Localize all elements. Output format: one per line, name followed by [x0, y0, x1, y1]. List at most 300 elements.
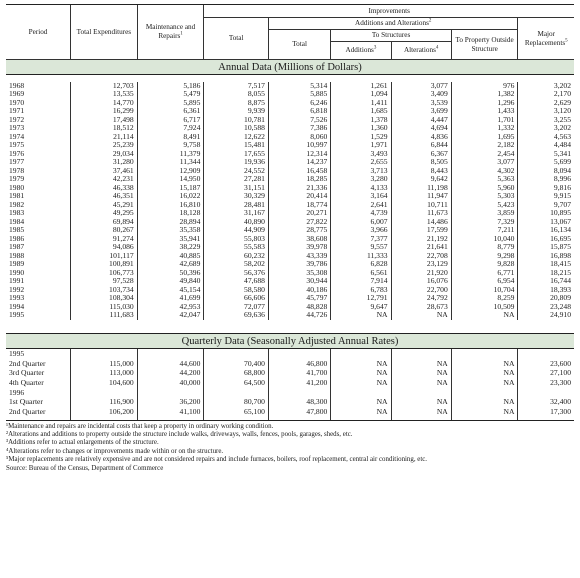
value-cell: NA [331, 397, 391, 407]
value-cell: 9,915 [518, 192, 574, 201]
header-aa-total: Total [268, 30, 330, 60]
value-cell: 4,302 [451, 167, 518, 176]
value-cell: 2,641 [331, 201, 391, 210]
value-cell: 44,909 [204, 226, 269, 235]
value-cell: 18,774 [268, 201, 330, 210]
value-cell: 5,479 [137, 90, 204, 99]
value-cell: 16,134 [518, 226, 574, 235]
value-cell: 70,400 [204, 359, 269, 369]
value-cell: NA [391, 359, 451, 369]
value-cell: 11,947 [391, 192, 451, 201]
value-cell: 30,329 [204, 192, 269, 201]
expenditures-table [6, 4, 574, 421]
value-cell: 8,060 [268, 133, 330, 142]
value-cell: 7,211 [451, 226, 518, 235]
period-cell: 1st Quarter [9, 397, 43, 406]
annual-row [6, 201, 574, 210]
value-cell: 106,773 [71, 269, 138, 278]
value-cell: 65,100 [204, 407, 269, 417]
value-cell: 47,800 [268, 407, 330, 417]
value-cell: 12,703 [71, 82, 138, 91]
value-cell: 24,552 [204, 167, 269, 176]
value-cell: 9,647 [331, 303, 391, 312]
period-cell: 1993 [9, 293, 25, 302]
value-cell: 2,182 [451, 141, 518, 150]
value-cell: 17,498 [71, 116, 138, 125]
value-cell: 94,086 [71, 243, 138, 252]
value-cell: 5,314 [268, 82, 330, 91]
value-cell: NA [331, 311, 391, 320]
value-cell: 6,844 [391, 141, 451, 150]
value-cell: NA [331, 378, 391, 388]
value-cell: 106,200 [71, 407, 138, 417]
value-cell: 42,047 [137, 311, 204, 320]
header-additions: Additions$^3$ [331, 42, 391, 60]
value-cell: 12,314 [268, 150, 330, 159]
header-total-expenditures: Total Expenditures [71, 5, 138, 60]
annual-row [6, 167, 574, 176]
value-cell: 1,529 [331, 133, 391, 142]
value-cell: 5,186 [137, 82, 204, 91]
value-cell: 108,304 [71, 294, 138, 303]
value-cell: 17,655 [204, 150, 269, 159]
value-cell: 22,708 [391, 252, 451, 261]
value-cell: 17,599 [391, 226, 451, 235]
value-cell: 104,600 [71, 378, 138, 388]
value-cell: 4,563 [518, 133, 574, 142]
value-cell: 58,580 [204, 286, 269, 295]
quarter-row [6, 359, 574, 369]
quarter-row [6, 397, 574, 407]
value-cell: 16,810 [137, 201, 204, 210]
value-cell: 3,713 [331, 167, 391, 176]
value-cell: 11,673 [391, 209, 451, 218]
value-cell: 3,859 [451, 209, 518, 218]
value-cell: 14,950 [137, 175, 204, 184]
value-cell: 1,971 [331, 141, 391, 150]
value-cell: 3,202 [518, 82, 574, 91]
value-cell: 103,734 [71, 286, 138, 295]
value-cell: 42,231 [71, 175, 138, 184]
value-cell: 46,800 [268, 359, 330, 369]
value-cell: 23,248 [518, 303, 574, 312]
value-cell: 60,232 [204, 252, 269, 261]
value-cell: 35,308 [268, 269, 330, 278]
value-cell: 55,803 [204, 235, 269, 244]
period-cell: 1970 [9, 97, 25, 107]
spacer [6, 320, 574, 327]
value-cell: 80,267 [71, 226, 138, 235]
period-cell: 1980 [9, 182, 25, 192]
value-cell: 23,300 [518, 378, 574, 388]
value-cell: 3,077 [451, 158, 518, 167]
value-cell: NA [451, 397, 518, 407]
value-cell: NA [391, 378, 451, 388]
value-cell: 7,914 [331, 277, 391, 286]
value-cell: 2,454 [451, 150, 518, 159]
header-to-structures: To Structures [331, 30, 451, 42]
annual-row [6, 133, 574, 142]
value-cell: 24,910 [518, 311, 574, 320]
annual-row [6, 303, 574, 312]
value-cell: 9,758 [137, 141, 204, 150]
footnote: ¹Maintenance and repairs are incidental costs that keep a property in ordinary working condition. [6, 422, 274, 430]
value-cell: 38,608 [268, 235, 330, 244]
annual-row [6, 90, 574, 99]
value-cell: 36,200 [137, 397, 204, 407]
value-cell: 42,689 [137, 260, 204, 269]
annual-row [6, 294, 574, 303]
value-cell: 40,890 [204, 218, 269, 227]
table-bottom-rule [6, 416, 574, 420]
value-cell: 7,377 [331, 235, 391, 244]
value-cell: 10,997 [268, 141, 330, 150]
value-cell: 1,382 [451, 90, 518, 99]
value-cell: 91,274 [71, 235, 138, 244]
header-major-replacements: Major Replacements$^5$ [518, 18, 574, 60]
value-cell: 20,809 [518, 294, 574, 303]
value-cell: NA [391, 368, 451, 378]
value-cell: 7,329 [451, 218, 518, 227]
value-cell: 100,891 [71, 260, 138, 269]
annual-row [6, 184, 574, 193]
value-cell: NA [451, 378, 518, 388]
value-cell: 23,129 [391, 260, 451, 269]
value-cell: 13,067 [518, 218, 574, 227]
value-cell: 48,828 [268, 303, 330, 312]
header-period: Period [6, 5, 71, 60]
value-cell: 58,202 [204, 260, 269, 269]
value-cell: 111,683 [71, 311, 138, 320]
value-cell: 21,114 [71, 133, 138, 142]
annual-row [6, 235, 574, 244]
value-cell: 35,941 [137, 235, 204, 244]
annual-row [6, 124, 574, 133]
footnote: ⁴Alterations refer to changes or improvements made within or on the structure. [6, 447, 224, 455]
value-cell: 16,898 [518, 252, 574, 261]
footnotes [6, 423, 574, 473]
value-cell: 3,202 [518, 124, 574, 133]
value-cell: 16,299 [71, 107, 138, 116]
value-cell: 8,055 [204, 90, 269, 99]
value-cell: 8,491 [137, 133, 204, 142]
annual-row [6, 158, 574, 167]
period-cell: 1974 [9, 131, 25, 141]
value-cell: 31,280 [71, 158, 138, 167]
value-cell: 48,300 [268, 397, 330, 407]
value-cell: 19,936 [204, 158, 269, 167]
quarter-row [6, 407, 574, 417]
value-cell: 6,361 [137, 107, 204, 116]
period-cell: 1986 [9, 233, 25, 243]
value-cell: NA [331, 359, 391, 369]
footnote: ⁵Major replacements are relatively expensive and are not considered repairs and include furnaces, boilers, roof replacement, central air conditioning, etc. [6, 456, 428, 464]
value-cell: 80,700 [204, 397, 269, 407]
value-cell: 1,433 [451, 107, 518, 116]
quarter-year-row [6, 349, 574, 359]
value-cell: 16,458 [268, 167, 330, 176]
value-cell: 2,629 [518, 99, 574, 108]
value-cell: 21,192 [391, 235, 451, 244]
value-cell: NA [451, 368, 518, 378]
period-cell: 2nd Quarter [9, 358, 46, 368]
period-cell: 1981 [9, 191, 25, 200]
value-cell: 41,200 [268, 378, 330, 388]
value-cell: 3,966 [331, 226, 391, 235]
period-cell: 1988 [9, 250, 25, 260]
value-cell: 5,303 [451, 192, 518, 201]
header-to-property: To Property Outside Structure [451, 30, 518, 60]
annual-row [6, 107, 574, 116]
value-cell: 49,840 [137, 277, 204, 286]
value-cell: 30,944 [268, 277, 330, 286]
period-cell: 2nd Quarter [9, 406, 46, 416]
value-cell: 8,505 [391, 158, 451, 167]
value-cell: 7,924 [137, 124, 204, 133]
value-cell: 28,481 [204, 201, 269, 210]
spacer [6, 327, 574, 334]
footnote: ³Additions refer to actual enlargements of the structure. [6, 439, 159, 447]
annual-row [6, 260, 574, 269]
value-cell: 4,836 [391, 133, 451, 142]
value-cell: 18,415 [518, 260, 574, 269]
value-cell: 115,030 [71, 303, 138, 312]
value-cell: 14,770 [71, 99, 138, 108]
value-cell: 4,133 [331, 184, 391, 193]
quarter-year-row [6, 387, 574, 397]
quarter-year-label: 1996 [9, 387, 25, 397]
header-additions-alterations: Additions and Alterations$^2$ [268, 18, 518, 30]
value-cell: 21,641 [391, 243, 451, 252]
value-cell: 14,237 [268, 158, 330, 167]
value-cell: 23,600 [518, 359, 574, 369]
value-cell: 13,535 [71, 90, 138, 99]
value-cell: 46,351 [71, 192, 138, 201]
period-cell: 1973 [9, 123, 25, 132]
period-cell: 3rd Quarter [9, 368, 45, 377]
period-cell: 4th Quarter [9, 377, 44, 387]
annual-row [6, 243, 574, 252]
value-cell: 44,200 [137, 368, 204, 378]
annual-row [6, 252, 574, 261]
annual-row [6, 82, 574, 91]
value-cell: 68,800 [204, 368, 269, 378]
period-cell: 1972 [9, 114, 25, 124]
value-cell: 39,786 [268, 260, 330, 269]
value-cell: 9,557 [331, 243, 391, 252]
value-cell: 9,707 [518, 201, 574, 210]
value-cell: 9,298 [451, 252, 518, 261]
value-cell: 1,695 [451, 133, 518, 142]
value-cell: 27,100 [518, 368, 574, 378]
header-maintenance: Maintenance and Repairs$^1$ [137, 5, 204, 60]
value-cell: 6,561 [331, 269, 391, 278]
annual-row [6, 226, 574, 235]
value-cell: 32,400 [518, 397, 574, 407]
value-cell: 1,685 [331, 107, 391, 116]
footnote: ²Alterations and additions to property outside the structure include walks, driveways, walls, fences, pools, garages, sheds, etc. [6, 430, 353, 438]
value-cell: 7,517 [204, 82, 269, 91]
value-cell: 5,895 [137, 99, 204, 108]
value-cell: 55,583 [204, 243, 269, 252]
footnote: Source: Bureau of the Census, Department of Commerce [6, 464, 164, 472]
annual-row [6, 311, 574, 320]
value-cell: 45,291 [71, 201, 138, 210]
value-cell: 42,953 [137, 303, 204, 312]
value-cell: 18,393 [518, 286, 574, 295]
value-cell: 1,360 [331, 124, 391, 133]
value-cell: 25,239 [71, 141, 138, 150]
value-cell: 7,526 [268, 116, 330, 125]
annual-row [6, 99, 574, 108]
value-cell: 8,094 [518, 167, 574, 176]
value-cell: NA [331, 368, 391, 378]
value-cell: 2,170 [518, 90, 574, 99]
value-cell: 15,481 [204, 141, 269, 150]
value-cell: 8,259 [451, 294, 518, 303]
value-cell: 29,034 [71, 150, 138, 159]
value-cell: 37,461 [71, 167, 138, 176]
value-cell: 69,894 [71, 218, 138, 227]
value-cell: 41,699 [137, 294, 204, 303]
value-cell: 16,744 [518, 277, 574, 286]
value-cell: 2,655 [331, 158, 391, 167]
value-cell: NA [331, 407, 391, 417]
value-cell: 66,606 [204, 294, 269, 303]
value-cell: 113,000 [71, 368, 138, 378]
value-cell: 7,386 [268, 124, 330, 133]
value-cell: 9,828 [451, 260, 518, 269]
value-cell: 27,281 [204, 175, 269, 184]
value-cell: 6,367 [391, 150, 451, 159]
value-cell: 976 [451, 82, 518, 91]
annual-row [6, 277, 574, 286]
value-cell: 6,954 [451, 277, 518, 286]
annual-row [6, 116, 574, 125]
period-cell: 1994 [9, 301, 25, 311]
value-cell: 5,363 [451, 175, 518, 184]
value-cell: 10,711 [391, 201, 451, 210]
quarter-year-label: 1995 [9, 349, 25, 359]
value-cell: 11,344 [137, 158, 204, 167]
value-cell: 31,151 [204, 184, 269, 193]
value-cell: 5,960 [451, 184, 518, 193]
value-cell: 40,000 [137, 378, 204, 388]
period-cell: 1989 [9, 259, 25, 268]
value-cell: 15,875 [518, 243, 574, 252]
value-cell: 41,700 [268, 368, 330, 378]
period-cell: 1975 [9, 140, 25, 149]
value-cell: 10,781 [204, 116, 269, 125]
value-cell: 10,588 [204, 124, 269, 133]
value-cell: 3,539 [391, 99, 451, 108]
quarterly-section-title: Quarterly Data (Seasonally Adjusted Annual Rates) [6, 334, 574, 349]
value-cell: 1,332 [451, 124, 518, 133]
value-cell: 4,694 [391, 124, 451, 133]
value-cell: 46,338 [71, 184, 138, 193]
value-cell: 6,828 [331, 260, 391, 269]
value-cell: 6,771 [451, 269, 518, 278]
value-cell: 9,642 [391, 175, 451, 184]
value-cell: 12,791 [331, 294, 391, 303]
value-cell: 3,255 [518, 116, 574, 125]
period-cell: 1992 [9, 284, 25, 294]
value-cell: 8,779 [451, 243, 518, 252]
value-cell: 5,885 [268, 90, 330, 99]
annual-row [6, 192, 574, 201]
value-cell: 3,493 [331, 150, 391, 159]
value-cell: 116,900 [71, 397, 138, 407]
value-cell: 18,215 [518, 269, 574, 278]
period-cell: 1976 [9, 148, 25, 158]
period-cell: 1979 [9, 174, 25, 183]
value-cell: 28,775 [268, 226, 330, 235]
header-improvements-total: Total [204, 18, 269, 60]
value-cell: 64,500 [204, 378, 269, 388]
value-cell: 40,186 [268, 286, 330, 295]
period-cell: 1990 [9, 267, 25, 277]
value-cell: 11,379 [137, 150, 204, 159]
value-cell: 72,077 [204, 303, 269, 312]
value-cell: 5,699 [518, 158, 574, 167]
value-cell: 97,528 [71, 277, 138, 286]
value-cell: 1,378 [331, 116, 391, 125]
value-cell: 9,939 [204, 107, 269, 116]
period-cell: 1982 [9, 199, 25, 209]
quarter-row [6, 378, 574, 388]
value-cell: 16,695 [518, 235, 574, 244]
annual-section-band [6, 60, 574, 75]
value-cell: 14,486 [391, 218, 451, 227]
value-cell: 5,341 [518, 150, 574, 159]
value-cell: 39,978 [268, 243, 330, 252]
value-cell: 27,822 [268, 218, 330, 227]
value-cell: 4,484 [518, 141, 574, 150]
value-cell: NA [451, 407, 518, 417]
value-cell: 21,336 [268, 184, 330, 193]
value-cell: 38,229 [137, 243, 204, 252]
value-cell: 45,154 [137, 286, 204, 295]
value-cell: 9,816 [518, 184, 574, 193]
annual-row [6, 175, 574, 184]
value-cell: 3,164 [331, 192, 391, 201]
period-cell: 1987 [9, 242, 25, 251]
value-cell: 20,271 [268, 209, 330, 218]
period-cell: 1977 [9, 157, 25, 166]
value-cell: 4,447 [391, 116, 451, 125]
value-cell: 3,699 [391, 107, 451, 116]
value-cell: 4,739 [331, 209, 391, 218]
value-cell: 5,423 [451, 201, 518, 210]
period-cell: 1991 [9, 276, 25, 285]
value-cell: 35,358 [137, 226, 204, 235]
value-cell: 18,128 [137, 209, 204, 218]
value-cell: 12,622 [204, 133, 269, 142]
value-cell: 56,376 [204, 269, 269, 278]
header-improvements: Improvements [204, 5, 574, 18]
value-cell: 18,285 [268, 175, 330, 184]
value-cell: 6,783 [331, 286, 391, 295]
annual-row [6, 218, 574, 227]
value-cell: 22,700 [391, 286, 451, 295]
period-cell: 1968 [9, 80, 25, 90]
value-cell: 12,909 [137, 167, 204, 176]
period-cell: 1985 [9, 225, 25, 234]
value-cell: 41,100 [137, 407, 204, 417]
value-cell: 16,022 [137, 192, 204, 201]
period-cell: 1971 [9, 106, 25, 115]
value-cell: NA [391, 407, 451, 417]
